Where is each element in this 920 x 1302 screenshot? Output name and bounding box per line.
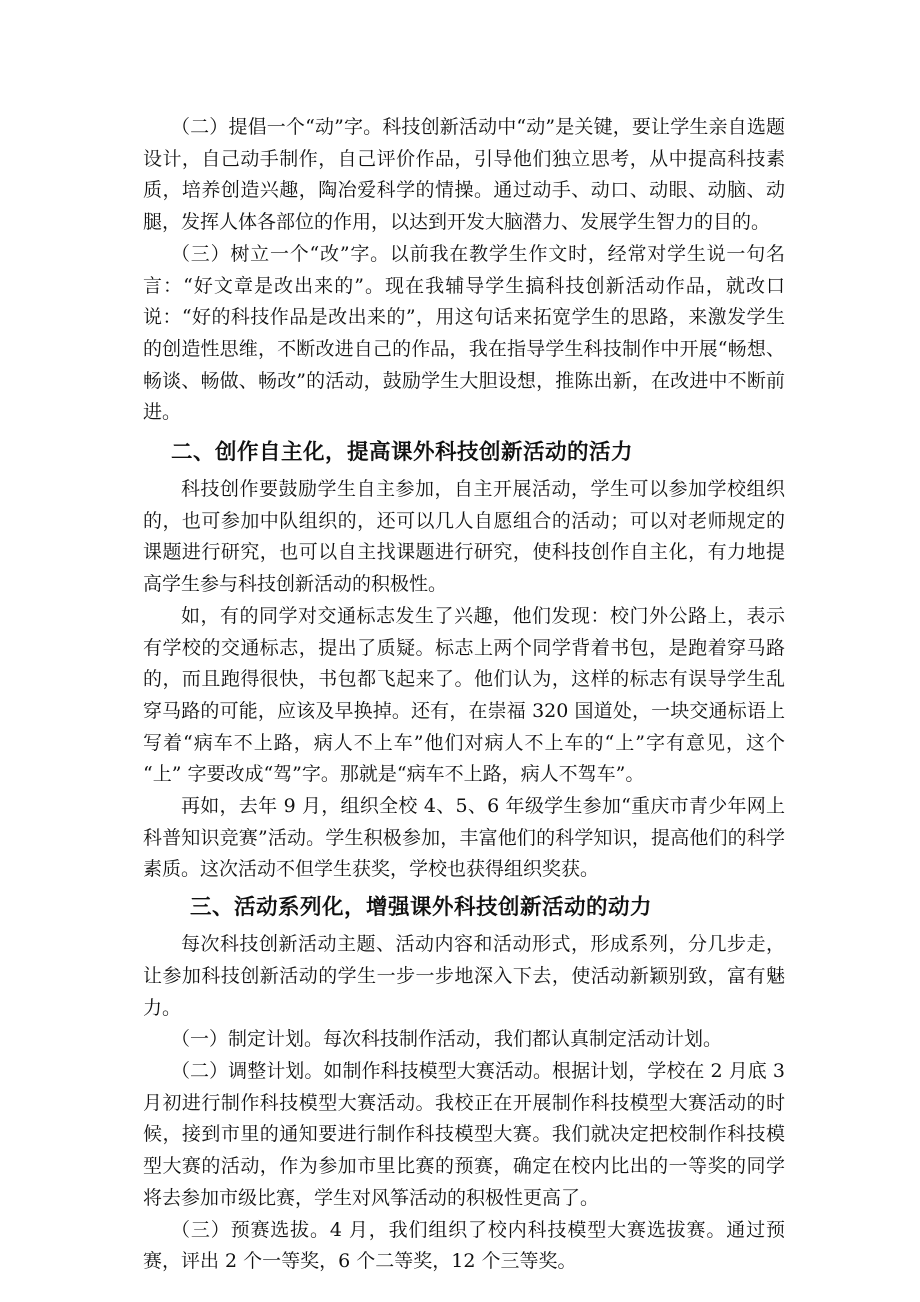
paragraph-science-contest-example: 再如，去年 9 月，组织全校 4、5、6 年级学生参加“重庆市青少年网上科普知识竞赛”活动。学生积极参加，丰富他们的科学知识，提高他们的科学素质。这次活动不但学生获奖，学校也获得组织奖获。 [143, 795, 785, 881]
paragraph-traffic-sign-example: 如，有的同学对交通标志发生了兴趣，他们发现：校门外公路上，表示有学校的交通标志，提出了质疑。标志上两个同学背着书包，是跑着穿马路的，而且跑得很快，书包都飞起来了。他们认为，这样的标志有误导学生乱穿马路的可能，应该及早换掉。还有，在崇福 320 国道处，一块交通标语上写着“病车不上路，病人不上车”他们对病人不上车的“上”字有意见，这个 “上” 字要改成“驾”字。那就是“病车不上路，病人不驾车”。 [143, 604, 785, 786]
paragraph-autonomy-intro: 科技创作要鼓励学生自主参加，自主开展活动，学生可以参加学校组织的，也可参加中队组织的，还可以几人自愿组合的活动；可以对老师规定的课题进行研究，也可以自主找课题进行研究，使科技创作自主化，有力地提高学生参与科技创新活动的积极性。 [143, 478, 785, 596]
section-heading-series: 三、活动系列化，增强课外科技创新活动的动力 [190, 895, 653, 921]
paragraph-preliminary-selection: （三）预赛选拔。4 月，我们组织了校内科技模型大赛选拔赛。通过预赛，评出 2 个一等奖，6 个二等奖，12 个三等奖。 [143, 1218, 785, 1273]
paragraph-adjust-plan: （二）调整计划。如制作科技模型大赛活动。根据计划，学校在 2 月底 3 月初进行制作科技模型大赛活动。我校正在开展制作科技模型大赛活动的时候，接到市里的通知要进行制作科技模型大赛。我们就决定把校制作科技模型大赛的活动，作为参加市里比赛的预赛，确定在校内比出的一等奖的同学将去参加市级比赛，学生对风筝活动的积极性更高了。 [143, 1059, 785, 1209]
paragraph-series-intro: 每次科技创新活动主题、活动内容和活动形式，形成系列，分几步走，让参加科技创新活动的学生一步一步地深入下去，使活动新颖别致，富有魅力。 [143, 933, 785, 1019]
paragraph-make-plan: （一）制定计划。每次科技制作活动，我们都认真制定活动计划。 [171, 1028, 723, 1051]
section-heading-autonomy: 二、创作自主化，提高课外科技创新活动的活力 [171, 440, 634, 466]
paragraph-establish-revision: （三）树立一个“改”字。以前我在教学生作文时，经常对学生说一句名言：“好文章是改出来的”。现在我辅导学生搞科技创新活动作品，就改口说：“好的科技作品是改出来的”，用这句话来拓宽学生的思路，来激发学生的创造性思维，不断改进自己的作品，我在指导学生科技制作中开展“畅想、畅谈、畅做、畅改”的活动，鼓励学生大胆设想，推陈出新，在改进中不断前进。 [143, 242, 785, 424]
paragraph-promote-action: （二）提倡一个“动”字。科技创新活动中“动”是关键，要让学生亲自选题设计，自己动手制作，自己评价作品，引导他们独立思考，从中提高科技素质，培养创造兴趣，陶冶爱科学的情操。通过动手、动口、动眼、动脑、动腿，发挥人体各部位的作用，以达到开发大脑潜力、发展学生智力的目的。 [143, 116, 785, 234]
document-body [143, 112, 785, 1278]
